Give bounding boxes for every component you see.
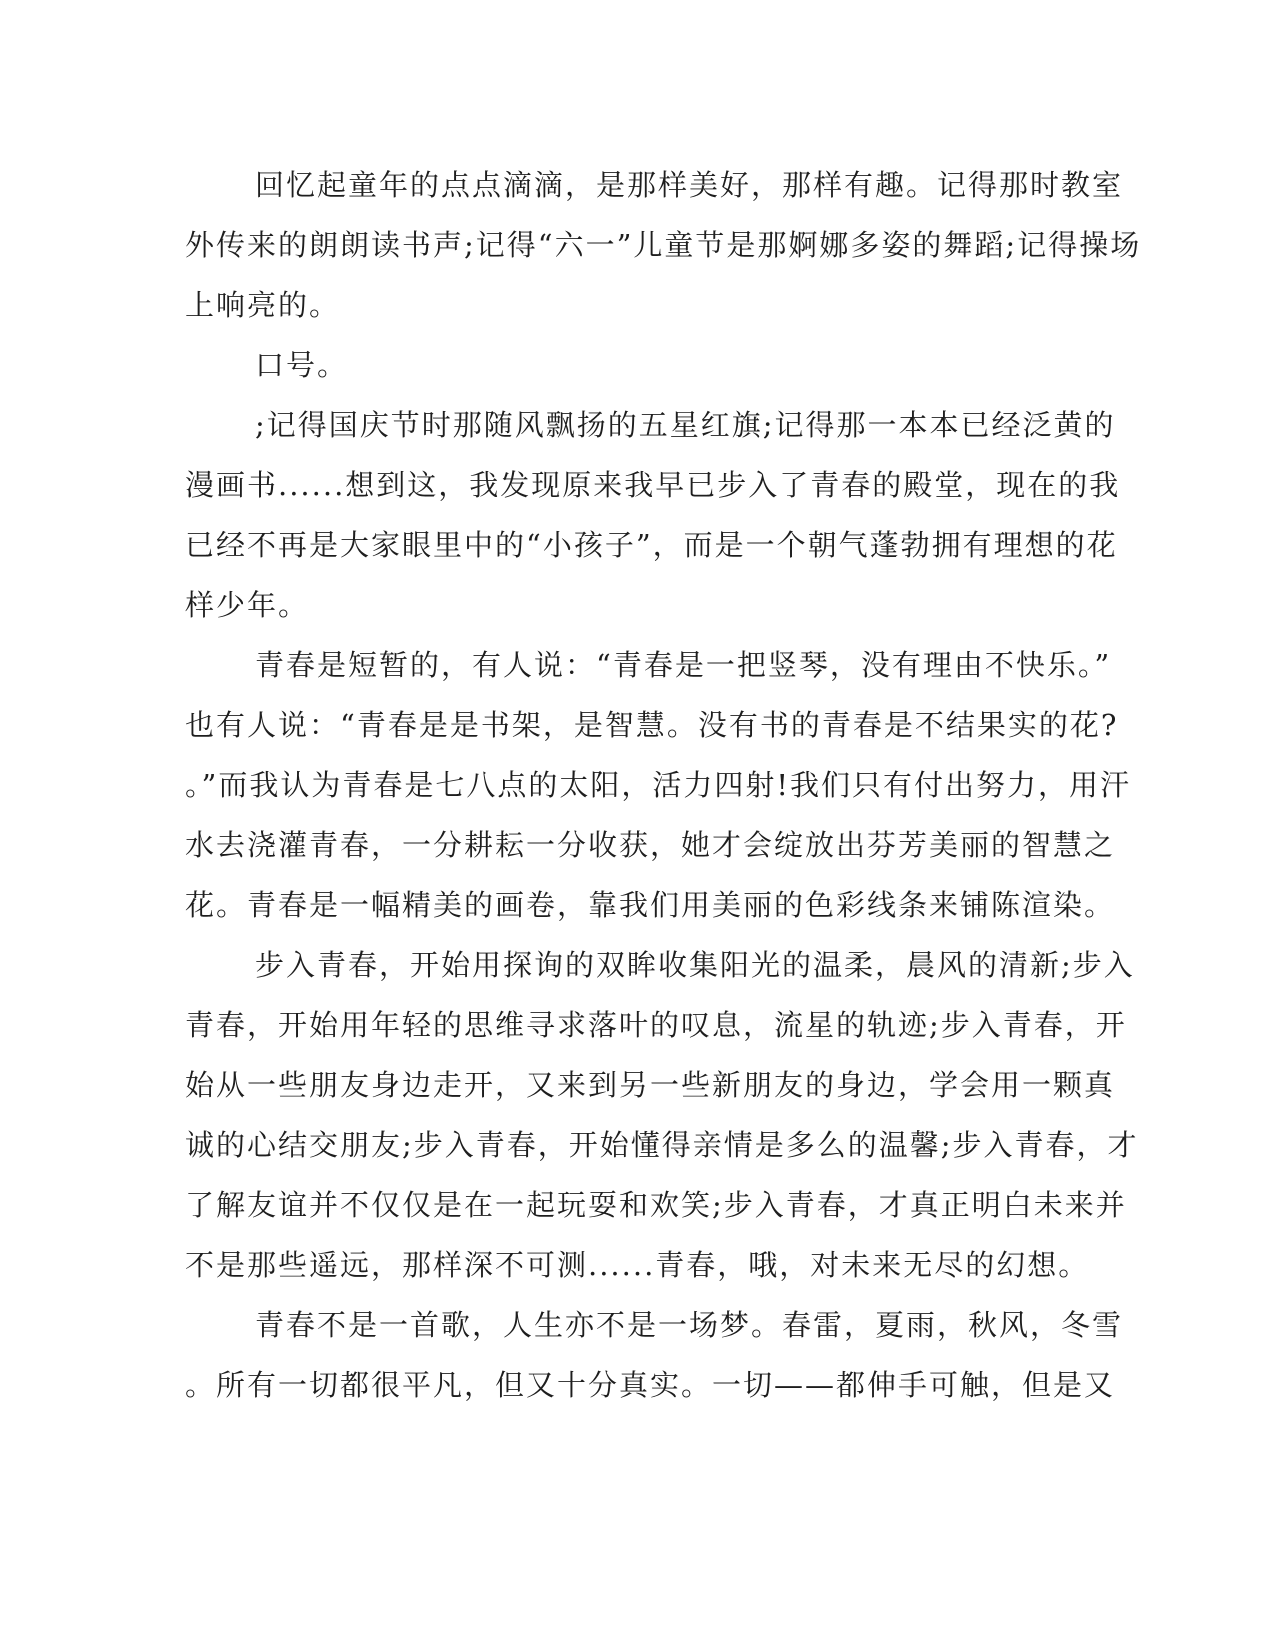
text-line: 诚的心结交朋友;步入青春，开始懂得亲情是多么的温馨;步入青春，才 <box>185 1128 1139 1162</box>
document-body <box>185 155 1142 1415</box>
text-line: 水去浇灌青春，一分耕耘一分收获，她才会绽放出芬芳美丽的智慧之 <box>185 828 1116 862</box>
text-line: 始从一些朋友身边走开，又来到另一些新朋友的身边，学会用一颗真 <box>185 1068 1116 1102</box>
text-line: 不是那些遥远，那样深不可测......青春，哦，对未来无尽的幻想。 <box>185 1248 1090 1282</box>
text-line: 花。青春是一幅精美的画卷，靠我们用美丽的色彩线条来铺陈渲染。 <box>185 888 1116 922</box>
text-line: 样少年。 <box>185 588 310 622</box>
text-line: 了解友谊并不仅仅是在一起玩耍和欢笑;步入青春，才真正明白未来并 <box>185 1188 1127 1222</box>
text-line: 也有人说：“青春是是书架，是智慧。没有书的青春是不结果实的花? <box>185 708 1119 742</box>
text-line: 口号。 <box>255 348 349 382</box>
text-line: 青春是短暂的，有人说：“青春是一把竖琴，没有理由不快乐。” <box>255 648 1112 682</box>
text-line: 外传来的朗朗读书声;记得“六一”儿童节是那婀娜多姿的舞蹈;记得操场 <box>185 228 1142 262</box>
text-line: 。所有一切都很平凡，但又十分真实。一切——都伸手可触，但是又 <box>185 1368 1116 1402</box>
text-line: 青春不是一首歌，人生亦不是一场梦。春雷，夏雨，秋风，冬雪 <box>255 1308 1124 1342</box>
text-line: 上响亮的。 <box>185 288 341 322</box>
text-line: 已经不再是大家眼里中的“小孩子”，而是一个朝气蓬勃拥有理想的花 <box>185 528 1118 562</box>
text-line: 回忆起童年的点点滴滴，是那样美好，那样有趣。记得那时教室 <box>255 168 1124 202</box>
text-line: 青春，开始用年轻的思维寻求落叶的叹息，流星的轨迹;步入青春，开 <box>185 1008 1127 1042</box>
text-line: ;记得国庆节时那随风飘扬的五星红旗;记得那一本本已经泛黄的 <box>255 408 1116 442</box>
text-line: 。”而我认为青春是七八点的太阳，活力四射!我们只有付出努力，用汗 <box>185 768 1131 802</box>
text-line: 步入青春，开始用探询的双眸收集阳光的温柔，晨风的清新;步入 <box>255 948 1135 982</box>
text-line: 漫画书......想到这，我发现原来我早已步入了青春的殿堂，现在的我 <box>185 468 1121 502</box>
